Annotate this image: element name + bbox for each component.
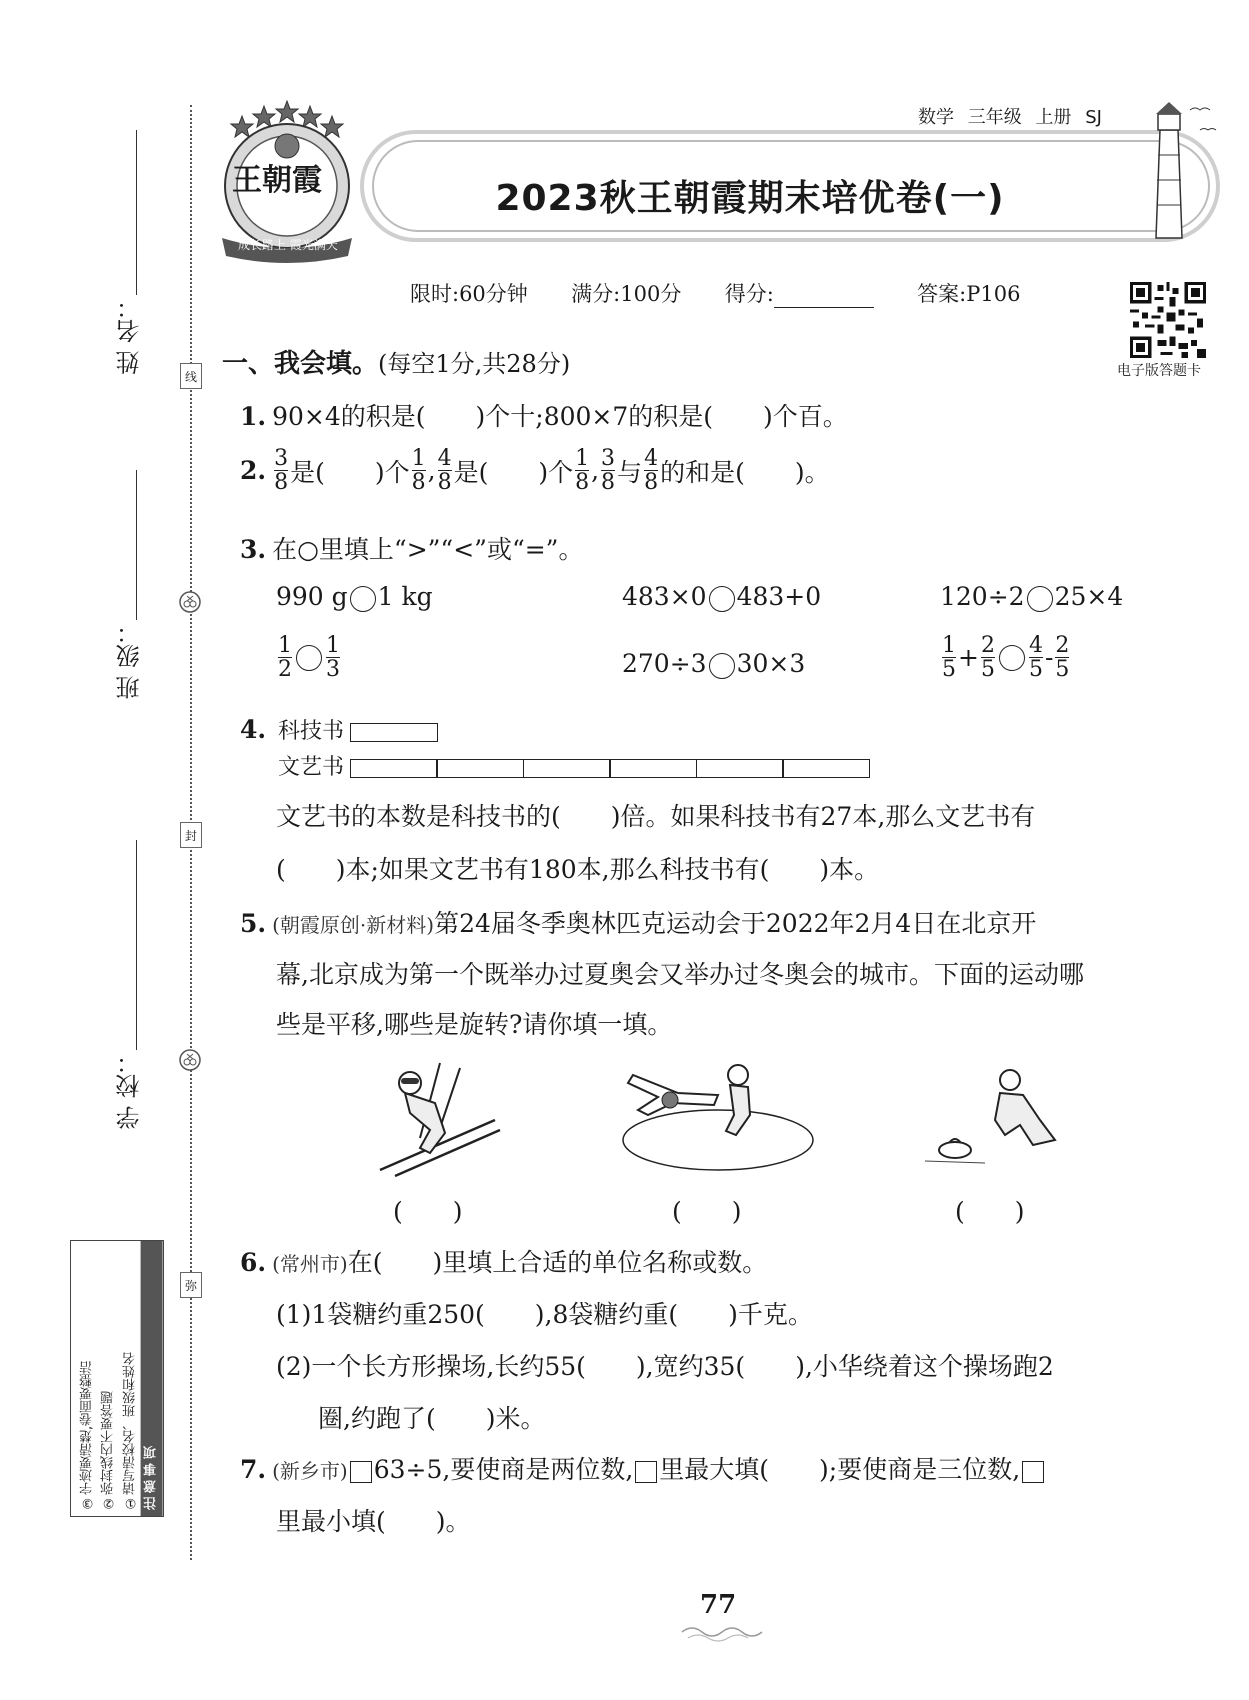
question-1	[240, 397, 848, 433]
compare-right: 30×3	[736, 649, 806, 678]
denominator: 8	[644, 470, 659, 496]
numerator: 2	[980, 633, 995, 658]
question-number: 1.	[240, 402, 267, 431]
bar-unit	[350, 723, 438, 742]
subject-info	[918, 103, 1102, 129]
qr-code-icon[interactable]	[1130, 282, 1206, 358]
bar-units	[351, 723, 438, 742]
bar-unit	[609, 759, 697, 778]
question-number: 4.	[240, 715, 267, 744]
question-number: 5.	[240, 909, 267, 938]
compare-left: 120÷2	[940, 582, 1025, 611]
numerator: 2	[1055, 633, 1070, 658]
compare-circle[interactable]	[350, 586, 376, 612]
digit-box[interactable]	[350, 1461, 372, 1483]
compare-circle[interactable]	[999, 645, 1025, 671]
exam-title: 2023秋王朝霞期末培优卷(一)	[495, 178, 1005, 219]
fraction	[644, 447, 658, 494]
answer-blank[interactable]: ( )	[672, 1197, 742, 1226]
compare-item	[940, 582, 1123, 612]
fraction	[278, 634, 292, 681]
question-number: 3.	[240, 535, 267, 564]
question-tag: (朝霞原创·新材料)	[272, 913, 435, 937]
compare-item	[276, 582, 433, 612]
denominator: 8	[411, 470, 426, 496]
bar-unit	[782, 759, 870, 778]
fraction	[942, 634, 956, 681]
notes-head: 注意事项	[141, 1241, 163, 1516]
fraction	[601, 447, 615, 494]
denominator: 5	[980, 657, 995, 683]
denominator: 8	[274, 470, 289, 496]
compare-circle[interactable]	[1027, 586, 1053, 612]
digit-box[interactable]	[635, 1461, 657, 1483]
question-text: 幕,北京成为第一个既举办过夏奥会又举办过冬奥会的城市。下面的运动哪	[276, 960, 1084, 989]
question-text[interactable]: (1)1袋糖约重250( ),8袋糖约重( )千克。	[276, 1300, 813, 1329]
section-title-text: 一、我会填。	[222, 349, 379, 379]
class-label: 班 级：	[116, 620, 144, 700]
numerator: 1	[942, 633, 956, 658]
question-text: 些是平移,哪些是旋转?请你填一填。	[276, 1010, 673, 1039]
compare-circle[interactable]	[709, 586, 735, 612]
question-5	[240, 904, 1036, 940]
qr-caption: 电子版答题卡	[1117, 363, 1201, 379]
denominator: 8	[437, 470, 452, 496]
school-field-line[interactable]	[136, 840, 137, 1050]
art-books-bar	[278, 750, 870, 781]
bar-unit	[696, 759, 784, 778]
denominator: 5	[1055, 657, 1070, 683]
curling-illustration-icon	[925, 1065, 1075, 1175]
answer-blank[interactable]: ( )	[955, 1197, 1025, 1226]
edition: SJ	[1085, 107, 1102, 128]
numerator: 4	[437, 446, 452, 471]
seal-char-line: 线	[180, 363, 202, 389]
compare-circle[interactable]	[296, 645, 322, 671]
wave-ornament-icon	[680, 1622, 770, 1642]
numerator: 1	[326, 633, 340, 658]
fraction	[575, 447, 589, 494]
question-2	[240, 447, 830, 494]
question-tag: (新乡市)	[272, 1459, 348, 1483]
answer-ref: 答案:P106	[917, 282, 1021, 306]
fraction	[1029, 634, 1043, 681]
compare-left: 483×0	[622, 582, 707, 611]
numerator: 1	[575, 446, 590, 471]
question-number: 6.	[240, 1248, 267, 1277]
numerator: 3	[601, 446, 616, 471]
digit-box[interactable]	[1022, 1461, 1044, 1483]
fraction	[326, 634, 340, 681]
bar-unit	[523, 759, 611, 778]
minus-sign: -	[1044, 643, 1054, 673]
bar-label: 科技书	[278, 719, 345, 744]
compare-circle[interactable]	[709, 653, 735, 679]
question-3	[240, 530, 583, 566]
time-limit: 限时:60分钟	[410, 282, 528, 306]
question-text[interactable]: (2)一个长方形操场,长约55( ),宽约35( ),小华绕着这个操场跑2	[276, 1352, 1054, 1381]
question-text[interactable]: 圈,约跑了( )米。	[318, 1404, 546, 1433]
page-number: 77	[700, 1590, 737, 1620]
volume: 上册	[1035, 107, 1072, 128]
compare-item	[622, 582, 821, 612]
logo-slogan: 成长路上 霞光满天	[238, 238, 338, 252]
question-4-number	[240, 715, 272, 744]
exam-info	[410, 278, 1020, 308]
bar-label: 文艺书	[278, 755, 345, 780]
question-text[interactable]: 的和是( )。	[660, 457, 830, 487]
score-field[interactable]	[774, 289, 874, 308]
bar-unit	[436, 759, 524, 778]
question-text[interactable]: 是( )个	[453, 457, 574, 487]
compare-item	[940, 634, 1071, 681]
compare-right: 25×4	[1054, 582, 1124, 611]
question-text[interactable]: 文艺书的本数是科技书的( )倍。如果科技书有27本,那么文艺书有	[276, 802, 1036, 831]
notes-box	[70, 1240, 164, 1517]
question-7	[240, 1450, 1046, 1486]
figure-skaters-illustration-icon	[618, 1055, 818, 1175]
scissors-icon	[178, 590, 202, 614]
numerator: 1	[278, 633, 292, 658]
plus-sign: +	[958, 643, 979, 673]
question-text: 第24届冬季奥林匹克运动会于2022年2月4日在北京开	[434, 909, 1037, 938]
denominator: 2	[278, 657, 292, 683]
full-score: 满分:100分	[571, 282, 682, 306]
notes-item: ①请写清校名、班级和姓名	[122, 1352, 138, 1510]
fraction	[412, 447, 426, 494]
science-books-bar	[278, 714, 438, 745]
question-text: 与	[617, 457, 643, 487]
denominator: 3	[326, 657, 340, 683]
grade: 三年级	[967, 107, 1022, 128]
notes-item: ③字迹要清楚,卷面要整洁	[79, 1360, 95, 1510]
question-text[interactable]: 里最小填( )。	[276, 1507, 471, 1536]
question-text[interactable]: 90×4的积是( )个十;800×7的积是( )个百。	[272, 402, 848, 431]
fraction	[274, 447, 288, 494]
question-text: 在( )里填上合适的单位名称或数。	[347, 1248, 768, 1277]
notes-item: ②弥封线内不要答题	[101, 1391, 117, 1510]
denominator: 8	[601, 470, 616, 496]
section-title	[222, 343, 570, 380]
score-label: 得分:	[724, 282, 774, 306]
compare-item	[276, 634, 342, 681]
question-number: 2.	[240, 456, 267, 486]
question-text: 在○里填上“>”“<”或“=”。	[272, 535, 584, 564]
question-text: ,	[591, 456, 600, 486]
lighthouse-icon	[1130, 100, 1220, 240]
numerator: 1	[411, 446, 426, 471]
question-6	[240, 1243, 767, 1279]
skier-illustration-icon	[375, 1058, 505, 1178]
answer-blank[interactable]: ( )	[393, 1197, 463, 1226]
question-number: 7.	[240, 1455, 267, 1484]
question-text[interactable]: 里最大填( );要使商是三位数,	[659, 1455, 1021, 1484]
question-text[interactable]: 是( )个	[290, 457, 410, 487]
fraction	[438, 447, 452, 494]
numerator: 4	[644, 446, 659, 471]
seal-char-seal: 封	[180, 822, 202, 848]
denominator: 8	[575, 470, 590, 496]
numerator: 3	[274, 446, 289, 471]
logo-text: 王朝霞	[232, 163, 322, 198]
subject: 数学	[918, 107, 954, 128]
scissors-icon	[178, 1048, 202, 1072]
compare-left: 270÷3	[622, 649, 707, 678]
denominator: 5	[942, 657, 956, 683]
compare-left: 990 g	[276, 582, 348, 611]
question-tag: (常州市)	[272, 1252, 348, 1276]
compare-right: 483+0	[736, 582, 822, 611]
question-text[interactable]: ( )本;如果文艺书有180本,那么科技书有( )本。	[276, 855, 880, 884]
bar-unit	[350, 759, 438, 778]
seal-char-mi: 弥	[180, 1272, 202, 1298]
class-field-line[interactable]	[136, 470, 137, 620]
fraction	[1055, 634, 1069, 681]
bar-units	[351, 759, 870, 778]
compare-right: 1 kg	[377, 582, 433, 611]
question-text: ,	[427, 456, 436, 486]
numerator: 4	[1028, 633, 1043, 658]
section-points: (每空1分,共28分)	[378, 350, 571, 378]
question-text: 63÷5,要使商是两位数,	[373, 1455, 634, 1484]
fraction	[981, 634, 995, 681]
name-label: 姓 名：	[116, 295, 144, 375]
compare-item	[622, 649, 805, 679]
school-label: 学 校：	[116, 1050, 144, 1130]
name-field-line[interactable]	[136, 130, 137, 295]
denominator: 5	[1028, 657, 1043, 683]
